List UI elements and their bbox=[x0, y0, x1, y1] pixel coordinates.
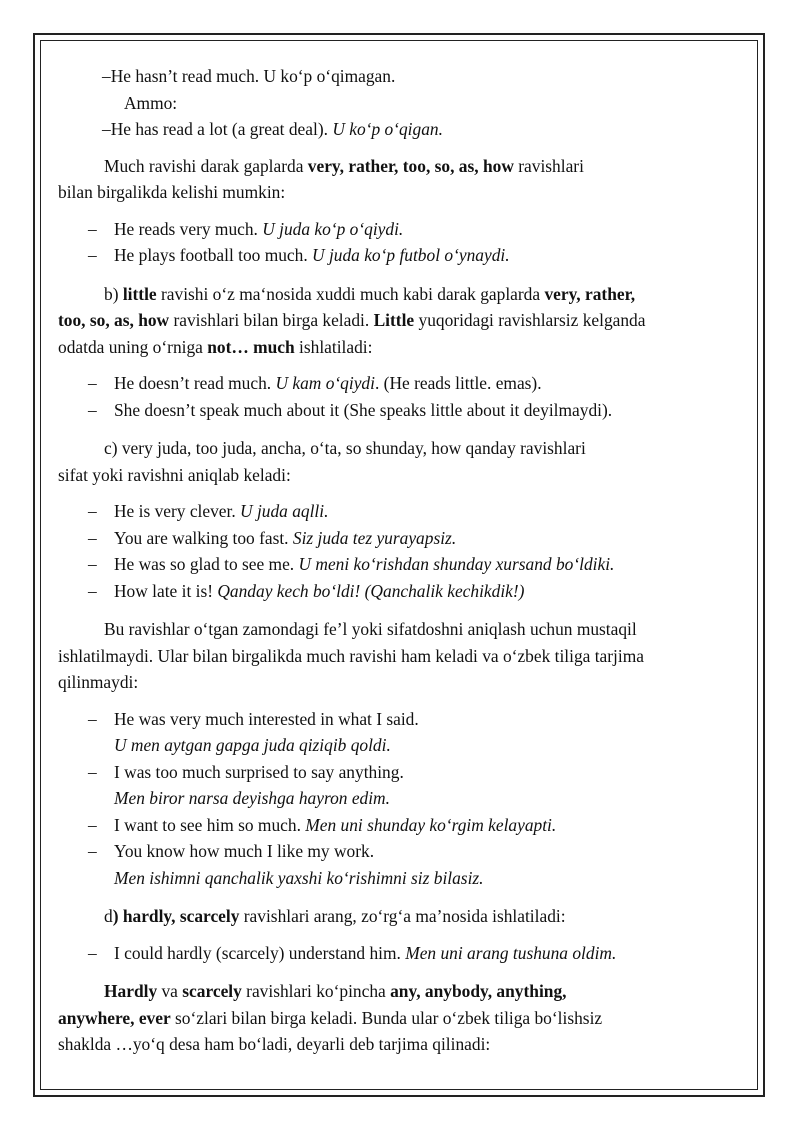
list-item: – He was so glad to see me. U meni ko‘rishdan shunday xursand bo‘ldiki. bbox=[88, 554, 615, 574]
list-item: – He doesn’t read much. U kam o‘qiydi. (He reads little. emas). bbox=[88, 373, 542, 393]
list-item: – He is very clever. U juda aqlli. bbox=[88, 501, 329, 521]
example-line: –He hasn’t read much. U ko‘p o‘qimagan. bbox=[102, 66, 396, 86]
paragraph-hardly: d) hardly, scarcely ravishlari arang, zo‘rg‘a ma’nosida ishlatiladi: bbox=[104, 906, 566, 926]
list-item: – He reads very much. U juda ko‘p o‘qiydi. bbox=[88, 218, 404, 239]
example-block-much bbox=[58, 63, 748, 143]
example-list-little bbox=[58, 370, 748, 423]
paragraph-hardly-scarcely: Hardly va scarcely ravishlari ko‘pincha any, anybody, anything, anywhere, ever so‘zlari bilan birga keladi. Bunda ular o‘zbek tiliga bo‘lishsiz shaklda …yo‘q desa ham bo‘ladi, deyarli deb tarjima qilinadi: bbox=[58, 981, 603, 1054]
paragraph-past-tense: Bu ravishlar o‘tgan zamondagi fe’l yoki sifatdoshni aniqlash uchun mustaqil ishlatilmaydi. Ular bilan birgalikda much ravishi ham keladi va o‘zbek tiliga tarjima qilinmaydi: bbox=[58, 619, 644, 692]
example-list-very bbox=[58, 498, 748, 604]
translation-line: Men biror narsa deyishga hayron edim. bbox=[114, 788, 390, 808]
list-item: – He was very much interested in what I said. bbox=[88, 708, 419, 729]
example-list-much bbox=[58, 216, 748, 269]
list-item: – He plays football too much. U juda ko‘p futbol o‘ynaydi. bbox=[88, 245, 510, 265]
document-body bbox=[58, 63, 748, 1058]
translation-line: U men aytgan gapga juda qiziqib qoldi. bbox=[114, 735, 391, 755]
paragraph-very-too: c) very juda, too juda, ancha, o‘ta, so shunday, how qanday ravishlari sifat yoki ravishni aniqlab keladi: bbox=[58, 438, 586, 485]
paragraph-little: b) little ravishi o‘z ma‘nosida xuddi much kabi darak gaplarda very, rather, too, so, as, how ravishlari bilan birga keladi. Little yuqoridagi ravishlarsiz kelganda odatda uning o‘rniga not… much ishlatiladi: bbox=[58, 283, 646, 357]
list-item: – I want to see him so much. Men uni shunday ko‘rgim kelayapti. bbox=[88, 814, 557, 835]
translation-line: Men ishimni qanchalik yaxshi ko‘rishimni siz bilasiz. bbox=[114, 867, 484, 888]
list-item: – I was too much surprised to say anything. bbox=[88, 761, 404, 782]
list-item: – I could hardly (scarcely) understand him. Men uni arang tushuna oldim. bbox=[88, 942, 617, 963]
example-line: –He has read a lot (a great deal). U ko‘p o‘qigan. bbox=[102, 119, 443, 139]
contrast-word: Ammo: bbox=[124, 92, 178, 113]
list-item: – She doesn’t speak much about it (She speaks little about it deyilmaydi). bbox=[88, 399, 613, 420]
example-list-much-interested bbox=[58, 706, 748, 892]
list-item: – You are walking too fast. Siz juda tez yurayapsiz. bbox=[88, 527, 457, 548]
example-list-hardly bbox=[58, 940, 748, 967]
paragraph-much: Much ravishi darak gaplarda very, rather, too, so, as, how ravishlari bilan birgalikda kelishi mumkin: bbox=[58, 155, 584, 202]
list-item: – You know how much I like my work. bbox=[88, 841, 375, 861]
list-item: – How late it is! Qanday kech bo‘ldi! (Qanchalik kechikdik!) bbox=[88, 580, 525, 601]
